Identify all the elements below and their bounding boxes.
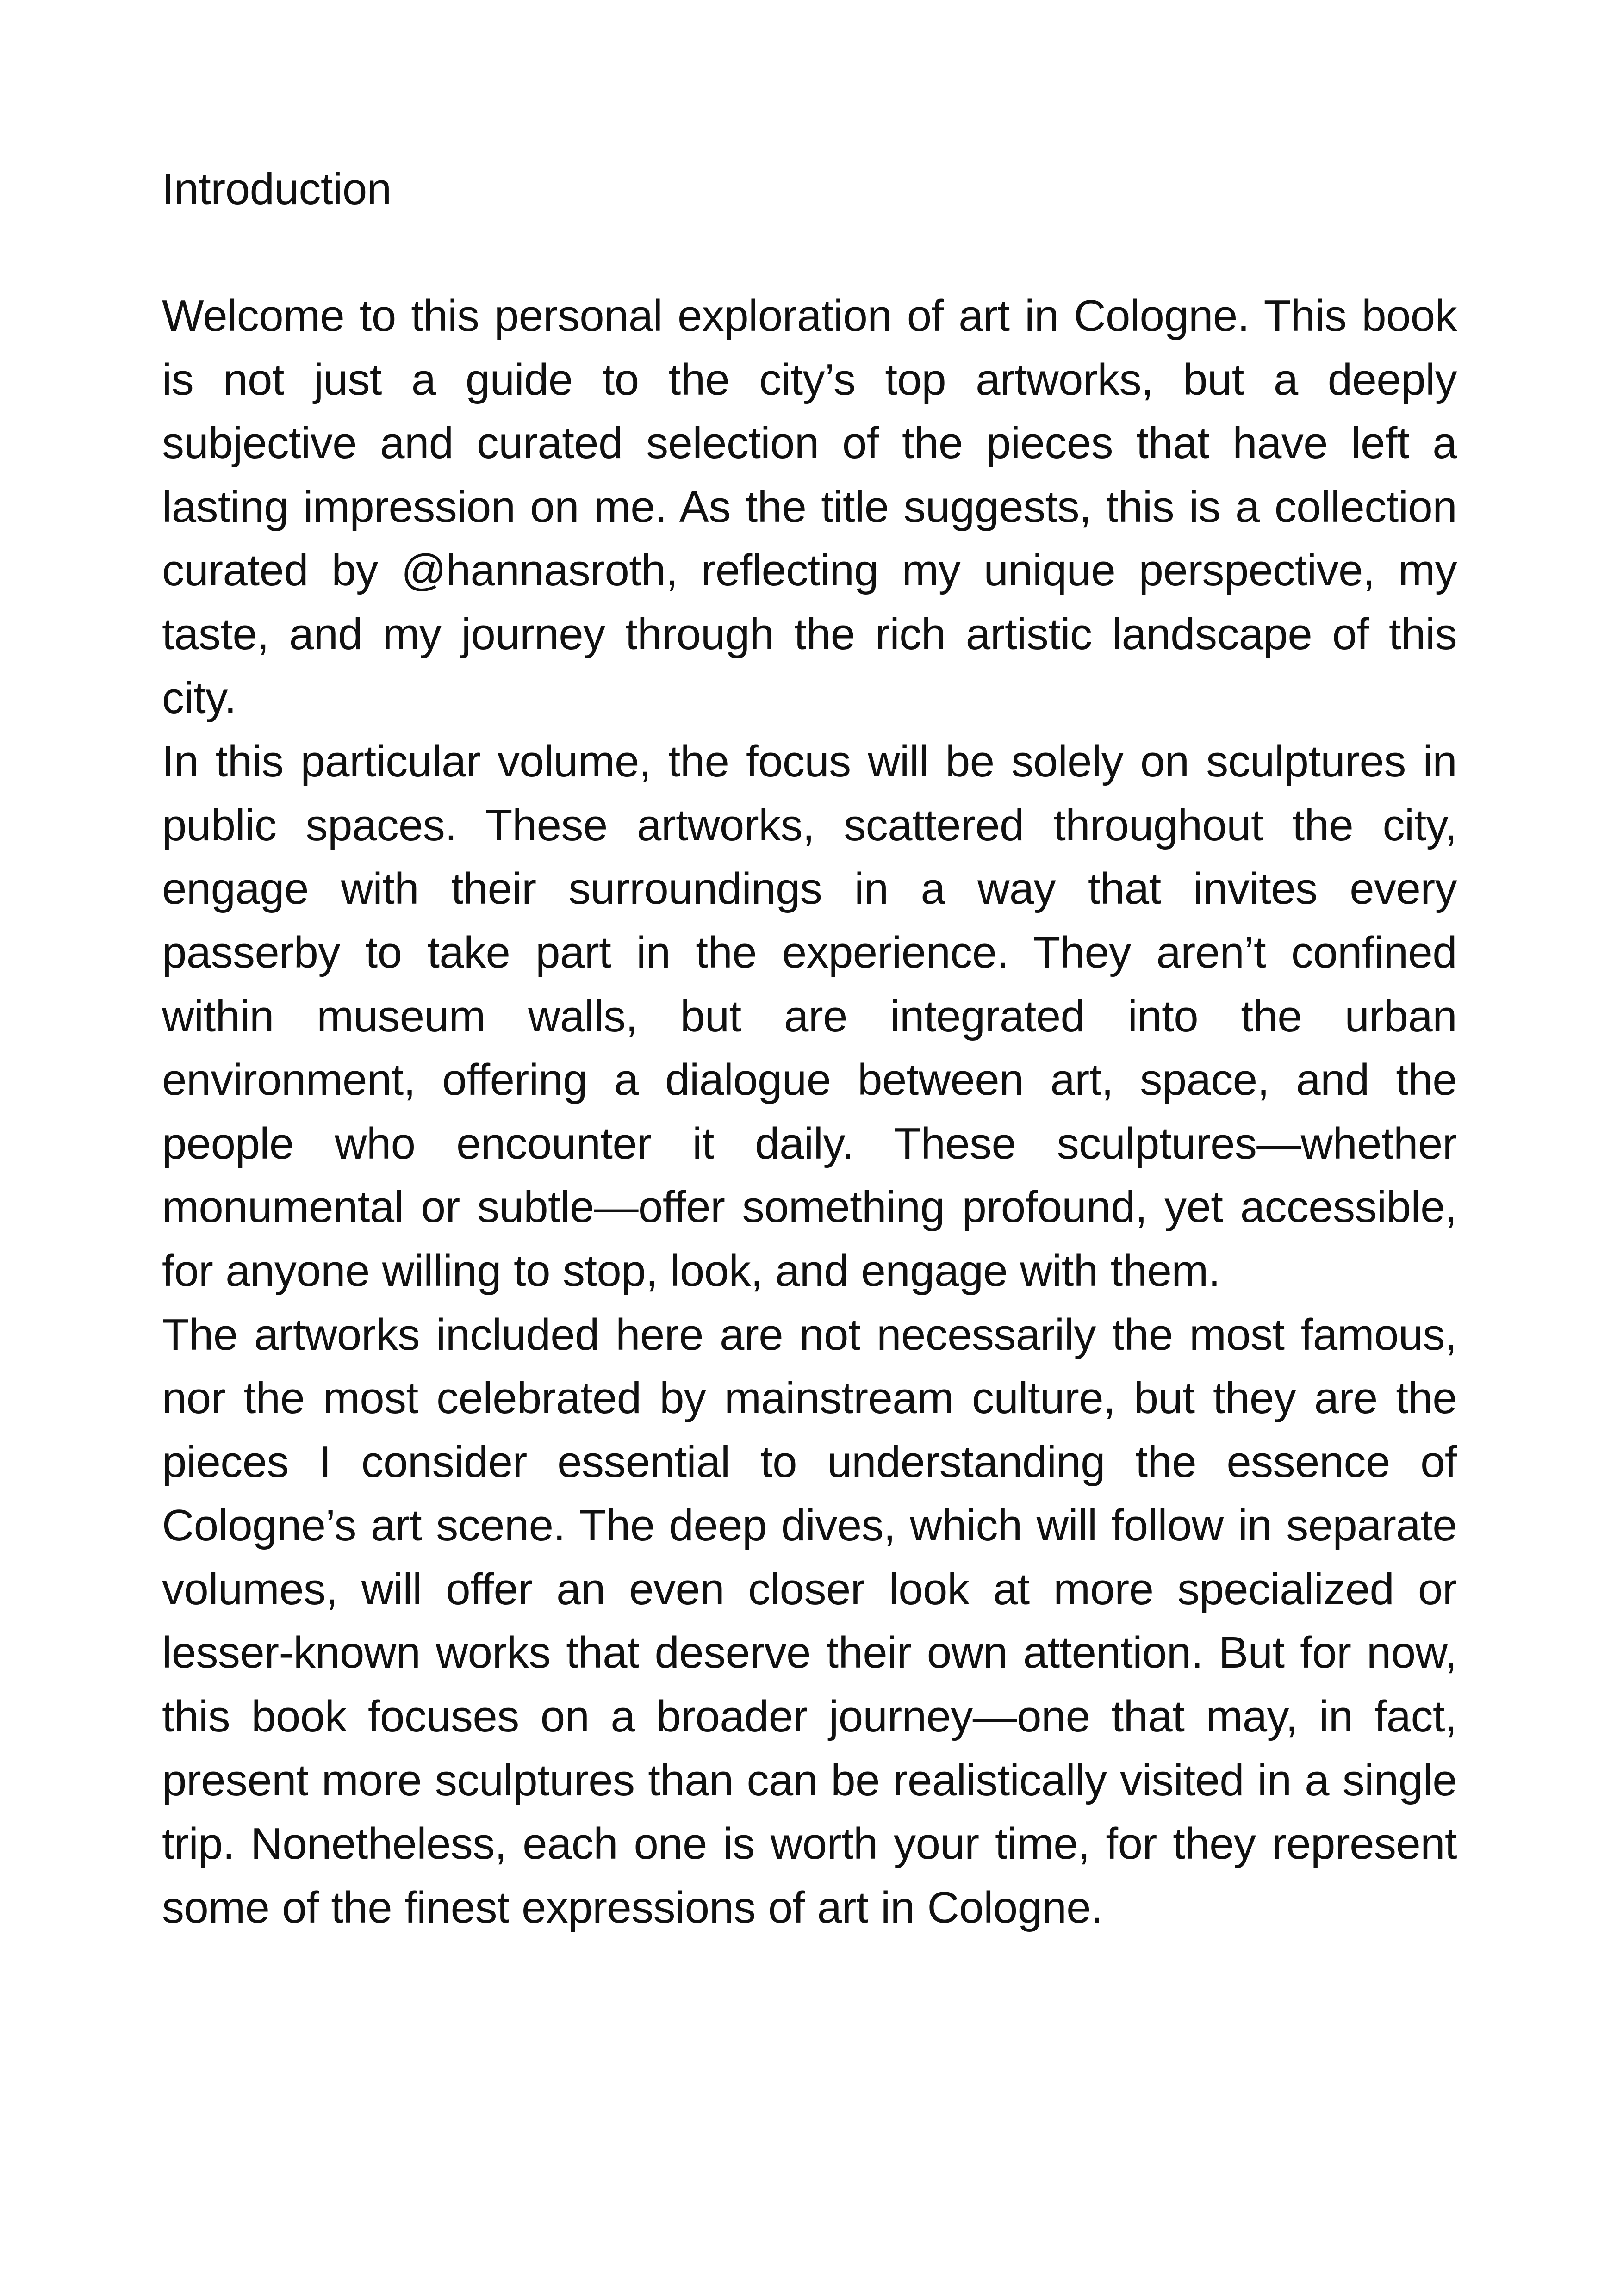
paragraph-artworks: The artworks included here are not necessarily the most famous, nor the most celebrated by mainstream culture, but they are the pieces I consider essential to understanding the essence of Cologne’s art scene. The deep dives, which will follow in separate volumes, will offer an even closer look at more specialized or lesser-known works that deserve their own attention. But for now, this book focuses on a broader journey—one that may, in fact, present more sculptures than can be realistically visited in a single trip. Nonetheless, each one is worth your time, for they represent some of the finest expressions of art in Cologne. xyxy=(162,1309,1457,1932)
page-content xyxy=(162,157,1457,1939)
paragraph-welcome: Welcome to this personal exploration of art in Cologne. This book is not just a guide to the city’s top artworks, but a deeply subjective and curated selection of the pieces that have left a lasting impression on me. As the title suggests, this is a collection curated by @hannasroth, reflecting my unique perspective, my taste, and my journey through the rich artistic landscape of this city. xyxy=(162,291,1457,723)
section-heading: Introduction xyxy=(162,164,392,214)
paragraph-sculptures: In this particular volume, the focus will be solely on sculptures in public spaces. These artworks, scattered throughout the city, engage with their surroundings in a way that invites every passerby to take part in the experience. They aren’t confined within museum walls, but are integrated into the urban environment, offering a dialogue between art, space, and the people who encounter it daily. These sculptures—whether monumental or subtle—offer something profound, yet accessible, for anyone willing to stop, look, and engage with them. xyxy=(162,737,1457,1296)
